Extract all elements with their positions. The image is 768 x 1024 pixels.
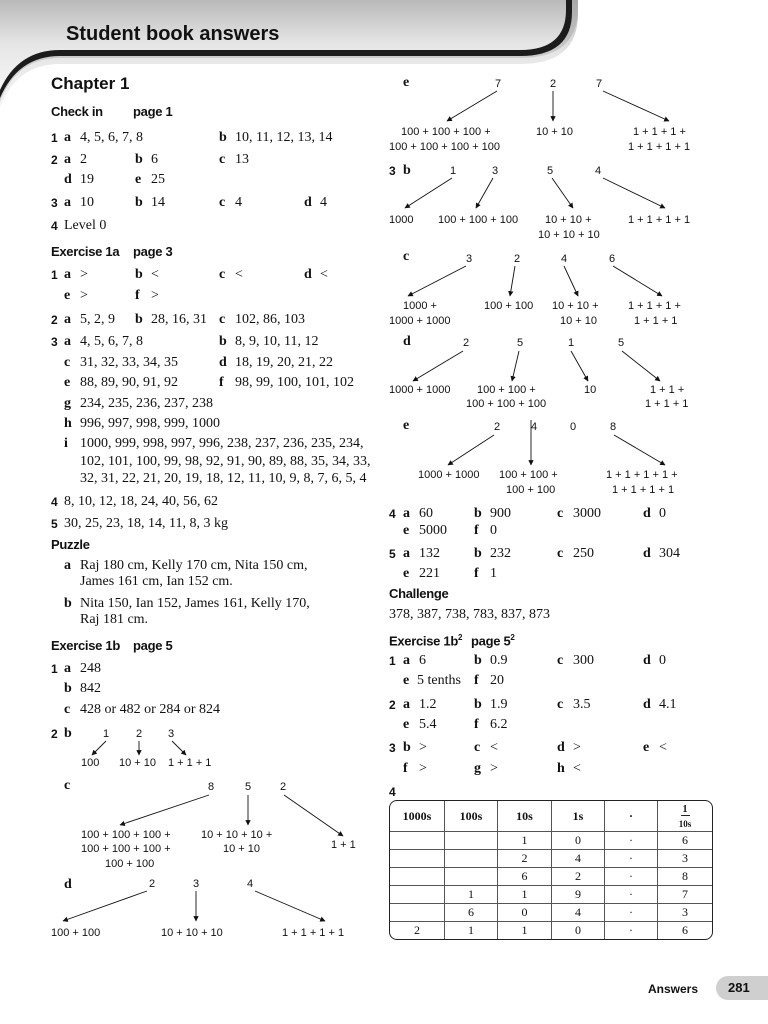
answer-text: 1000, 999, 998, 997, 996, 238, 237, 236, 235, 234, (80, 436, 364, 451)
table-row (390, 832, 712, 850)
expansion: 1 + 1 + 1 + 1 (282, 927, 345, 939)
part-label: e (64, 288, 71, 303)
expansion: 1 + 1 + 1 + 1 (612, 484, 675, 496)
part-label: c (557, 506, 564, 521)
answer-text: 6.2 (490, 717, 508, 732)
table-cell: 2 (552, 868, 605, 886)
digit: 4 (247, 878, 254, 890)
digit: 6 (609, 253, 616, 265)
table-cell (390, 850, 445, 868)
part-label: b (474, 697, 482, 712)
part-label: e (403, 418, 410, 433)
place-value-table (389, 800, 713, 940)
answer-text: 250 (573, 546, 594, 561)
answer-text: 4, 5, 6, 7, 8 (80, 334, 143, 349)
answer-text: 60 (419, 506, 433, 521)
expansion: 10 + 10 (560, 315, 598, 327)
part-label: e (403, 75, 410, 90)
part-label: b (64, 726, 72, 741)
question-number: 1 (51, 268, 58, 282)
table-cell: 4 (552, 904, 605, 922)
answer-text: 28, 16, 31 (151, 312, 207, 327)
expansion: 100 + 100 + (499, 469, 558, 481)
answer-text: > (80, 267, 88, 282)
digit: 2 (463, 337, 470, 349)
part-label: a (403, 697, 410, 712)
table-cell: · (605, 832, 658, 850)
expansion: 100 + 100 (51, 927, 101, 939)
part-label: c (219, 152, 226, 167)
digit: 7 (495, 78, 502, 90)
part-label: c (64, 702, 71, 717)
digit: 2 (494, 421, 501, 433)
digit: 2 (280, 781, 287, 793)
expansion: 100 + 100 + 100 + 100 (389, 141, 501, 153)
answer-text: > (490, 761, 498, 776)
part-label: d (64, 877, 72, 892)
digit: 3 (168, 728, 175, 740)
expansion: 100 + 100 + 100 + (81, 829, 171, 841)
column-header: 1s (552, 801, 605, 832)
digit: 2 (136, 728, 143, 740)
fraction-numerator: 1 (682, 804, 688, 815)
expansion: 1000 (389, 214, 414, 226)
part-label: f (474, 566, 479, 581)
part-label: g (474, 761, 481, 776)
answer-text: < (320, 267, 328, 282)
expansion: 100 + 100 (105, 858, 155, 870)
part-label: c (557, 546, 564, 561)
answer-text: 5000 (419, 523, 447, 538)
digit: 8 (208, 781, 215, 793)
puzzle-heading: Puzzle (51, 537, 90, 552)
expansion: 10 + 10 + 10 (538, 229, 600, 241)
table-row (390, 922, 712, 939)
part-label: c (557, 653, 564, 668)
column-header: 100s (445, 801, 498, 832)
digit: 1 (568, 337, 575, 349)
digit: 4 (531, 421, 538, 433)
answer-text: 0 (490, 523, 497, 538)
part-label: a (64, 195, 71, 210)
answer-text: 4 (235, 195, 242, 210)
question-number: 3 (51, 196, 58, 210)
part-label: e (403, 673, 410, 688)
table-cell: 6 (658, 832, 712, 850)
part-label: e (403, 717, 410, 732)
part-label: c (64, 355, 71, 370)
page-header-title: Student book answers (66, 23, 280, 45)
answer-text: 4, 5, 6, 7, 8 (80, 130, 143, 145)
exercise-heading: Exercise $1b^2$ (389, 633, 463, 649)
expansion: 1 + 1 + 1 + 1 (628, 141, 691, 153)
table-cell (390, 832, 445, 850)
answer-text: 132 (419, 546, 440, 561)
answer-text: 13 (235, 152, 249, 167)
check-in-heading: Check in (51, 104, 103, 119)
digit: 3 (193, 878, 200, 890)
answer-text: 98, 99, 100, 101, 102 (235, 375, 354, 390)
part-label: d (643, 653, 651, 668)
expansion: 10 + 10 + 10 (161, 927, 223, 939)
table-cell (445, 832, 498, 850)
table-cell: 3 (658, 904, 712, 922)
part-label: d (403, 334, 411, 349)
answer-text: 3.5 (573, 697, 591, 712)
answer-text: < (151, 267, 159, 282)
answer-text: 10 (80, 195, 94, 210)
part-label: b (135, 152, 143, 167)
expansion: 100 + 100 + 100 (438, 214, 519, 226)
page-number: 281 (716, 976, 768, 1000)
answer-text: 304 (659, 546, 680, 561)
answer-text: < (573, 761, 581, 776)
answer-text: 4.1 (659, 697, 677, 712)
digit: 4 (561, 253, 568, 265)
answer-text: 2 (80, 152, 87, 167)
answer-text: 31, 32, 33, 34, 35 (80, 355, 178, 370)
challenge-heading: Challenge (389, 586, 449, 601)
answer-text: Nita 150, Ian 152, James 161, Kelly 170, (80, 596, 310, 611)
part-label: a (64, 267, 71, 282)
expansion: 100 + 100 + (477, 384, 536, 396)
part-label: c (64, 778, 71, 793)
column-header: 10s (498, 801, 552, 832)
part-label: f (474, 523, 479, 538)
part-label: e (135, 172, 142, 187)
part-label: a (64, 334, 71, 349)
answer-text: 1.2 (419, 697, 437, 712)
part-label: b (64, 681, 72, 696)
answer-text: 300 (573, 653, 594, 668)
expansion: 1 + 1 + (650, 384, 685, 396)
answer-text: James 161 cm, Ian 152 cm. (80, 574, 233, 589)
table-cell: · (605, 904, 658, 922)
answer-text: 18, 19, 20, 21, 22 (235, 355, 333, 370)
expansion: 10 + 10 (223, 843, 261, 855)
answer-text: > (573, 740, 581, 755)
part-label: c (474, 740, 481, 755)
answer-text: 20 (490, 673, 504, 688)
expansion: 1 + 1 + 1 (634, 315, 678, 327)
question-number: 4 (51, 495, 58, 509)
part-label: e (403, 523, 410, 538)
part-label: d (304, 195, 312, 210)
table-cell: · (605, 850, 658, 868)
digit: 8 (610, 421, 617, 433)
part-label: b (64, 596, 72, 611)
expansion: 1000 + 1000 (389, 315, 451, 327)
part-label: f (219, 375, 224, 390)
chapter-title: Chapter 1 (51, 74, 130, 93)
digit: 5 (245, 781, 252, 793)
expansion: 1 + 1 (331, 839, 356, 851)
part-label: d (64, 172, 72, 187)
column-header: 1000s (390, 801, 445, 832)
question-number: 2 (389, 698, 396, 712)
question-number: 2 (51, 313, 58, 327)
answer-text: 234, 235, 236, 237, 238 (80, 396, 213, 411)
question-number: 2 (51, 727, 58, 741)
part-label: c (219, 312, 226, 327)
table-cell: 7 (658, 886, 712, 904)
answer-text: Level 0 (64, 218, 107, 233)
question-number: 3 (51, 335, 58, 349)
answer-text: 6 (151, 152, 158, 167)
question-number: 2 (51, 153, 58, 167)
question-number: 1 (51, 662, 58, 676)
digit: 1 (450, 165, 457, 177)
table-row (390, 904, 712, 922)
expansion: 10 + 10 + 10 + (201, 829, 273, 841)
part-label: b (474, 506, 482, 521)
part-label: b (474, 546, 482, 561)
answer-text: > (419, 761, 427, 776)
digit: 3 (492, 165, 499, 177)
table-cell: 1 (498, 832, 552, 850)
table-cell (390, 868, 445, 886)
expansion: 100 + 100 (484, 300, 534, 312)
part-label: h (64, 416, 72, 431)
question-number: 4 (389, 507, 396, 521)
part-label: c (557, 697, 564, 712)
answer-text: 842 (80, 681, 101, 696)
answer-text: Raj 180 cm, Kelly 170 cm, Nita 150 cm, (80, 558, 308, 573)
table-cell (390, 886, 445, 904)
answer-text: 8, 10, 12, 18, 24, 40, 56, 62 (64, 494, 218, 509)
table-cell: 1 (498, 886, 552, 904)
answer-text: 900 (490, 506, 511, 521)
answer-text: > (80, 288, 88, 303)
part-label: a (64, 558, 71, 573)
part-label: b (135, 195, 143, 210)
part-label: a (403, 653, 410, 668)
part-label: a (64, 312, 71, 327)
part-label: c (219, 267, 226, 282)
part-label: d (643, 697, 651, 712)
table-cell: 4 (552, 850, 605, 868)
part-label: a (403, 546, 410, 561)
answer-text: 1 (490, 566, 497, 581)
table-row (390, 850, 712, 868)
part-label: i (64, 436, 68, 451)
digit: 2 (149, 878, 156, 890)
digit: 2 (514, 253, 521, 265)
answer-text: 232 (490, 546, 511, 561)
answer-text: > (419, 740, 427, 755)
part-label: d (219, 355, 227, 370)
expansion: 100 + 100 (506, 484, 556, 496)
question-number: 1 (389, 654, 396, 668)
part-label: b (135, 267, 143, 282)
table-cell: 3 (658, 850, 712, 868)
answer-text: 1.9 (490, 697, 508, 712)
table-cell: 1 (445, 886, 498, 904)
table-cell (390, 904, 445, 922)
challenge-answer: 378, 387, 738, 783, 837, 873 (389, 607, 550, 622)
column-header: · (605, 801, 658, 832)
answer-text: 3000 (573, 506, 601, 521)
table-row (390, 886, 712, 904)
check-in-page: page 1 (133, 104, 173, 119)
expansion: 1000 + 1000 (389, 384, 451, 396)
expansion: 10 + 10 + (552, 300, 599, 312)
part-label: f (135, 288, 140, 303)
part-label: e (64, 375, 71, 390)
answer-text: 88, 89, 90, 91, 92 (80, 375, 178, 390)
part-label: d (643, 506, 651, 521)
expansion: 1 + 1 + 1 + (633, 126, 686, 138)
digit: 2 (550, 78, 557, 90)
table-cell: · (605, 868, 658, 886)
answer-text: 25 (151, 172, 165, 187)
exercise-heading: Exercise 1a (51, 244, 120, 259)
part-label: h (557, 761, 565, 776)
answer-text: > (151, 288, 159, 303)
table-cell: 1 (498, 922, 552, 939)
place-value-table-wrap (389, 800, 713, 940)
answer-text: 30, 25, 23, 18, 14, 11, 8, 3 kg (64, 516, 228, 531)
answer-text: 10, 11, 12, 13, 14 (235, 130, 333, 145)
table-cell: 1 (445, 922, 498, 939)
digit: 4 (595, 165, 602, 177)
part-label: f (474, 717, 479, 732)
expansion: 1 + 1 + 1 (645, 398, 689, 410)
expansion: 100 (81, 757, 100, 769)
expansion: 10 + 10 + (545, 214, 592, 226)
part-label: b (474, 653, 482, 668)
question-number: 5 (389, 547, 396, 561)
part-label: c (403, 249, 410, 264)
digit: 5 (517, 337, 524, 349)
question-number: 5 (51, 517, 58, 531)
answer-text: 102, 86, 103 (235, 312, 305, 327)
table-cell: 6 (498, 868, 552, 886)
digit: 5 (547, 165, 554, 177)
answer-text: 32, 31, 22, 21, 20, 19, 18, 12, 11, 10, 9, 8, 7, 6, 5, 4 (80, 471, 367, 486)
answer-text: < (490, 740, 498, 755)
table-cell: · (605, 886, 658, 904)
answer-text: 428 or 482 or 284 or 824 (80, 702, 220, 717)
table-row (390, 868, 712, 886)
expansion: 1 + 1 + 1 + 1 + (606, 469, 678, 481)
exercise-heading: Exercise 1b (51, 638, 120, 653)
table-cell: 0 (498, 904, 552, 922)
part-label: f (474, 673, 479, 688)
part-label: e (643, 740, 650, 755)
answer-text: 0 (659, 653, 666, 668)
answer-text: 996, 997, 998, 999, 1000 (80, 416, 220, 431)
answer-text: 0.9 (490, 653, 508, 668)
footer-label: Answers (648, 982, 699, 996)
table-cell: 9 (552, 886, 605, 904)
table-cell: 0 (552, 832, 605, 850)
exercise-page: page $5^2$ (471, 633, 515, 649)
part-label: a (64, 661, 71, 676)
table-cell: 8 (658, 868, 712, 886)
answer-text: Raj 181 cm. (80, 612, 149, 627)
exercise-page: page 5 (133, 638, 173, 653)
expansion: 100 + 100 + 100 + (81, 843, 171, 855)
part-label: d (643, 546, 651, 561)
digit: 7 (596, 78, 603, 90)
expansion: 100 + 100 + 100 (466, 398, 547, 410)
table-cell: 0 (552, 922, 605, 939)
answer-text: 5 tenths (417, 673, 461, 688)
table-header-row (390, 801, 712, 832)
answer-text: < (235, 267, 243, 282)
table-cell (445, 868, 498, 886)
exercise-page: page 3 (133, 244, 173, 259)
part-label: f (403, 761, 408, 776)
answer-text: 221 (419, 566, 440, 581)
answer-text: 19 (80, 172, 94, 187)
part-label: g (64, 396, 71, 411)
question-number: 4 (389, 785, 396, 799)
part-label: a (64, 152, 71, 167)
part-label: b (219, 334, 227, 349)
part-label: b (403, 163, 411, 178)
answer-text: 5, 2, 9 (80, 312, 115, 327)
fraction-denominator: 10s (678, 819, 692, 829)
part-label: b (135, 312, 143, 327)
expansion: 1000 + (403, 300, 437, 312)
digit: 3 (466, 253, 473, 265)
question-number: 1 (51, 131, 58, 145)
answer-text: 5.4 (419, 717, 437, 732)
part-label: a (64, 130, 71, 145)
answer-text: 102, 101, 100, 99, 98, 92, 91, 90, 89, 88, 35, 34, 33, (80, 454, 371, 469)
answer-text: 0 (659, 506, 666, 521)
part-label: c (219, 195, 226, 210)
part-label: b (403, 740, 411, 755)
expansion: 1 + 1 + 1 + (628, 300, 681, 312)
part-label: e (403, 566, 410, 581)
digit: 1 (103, 728, 110, 740)
expansion: 10 + 10 (536, 126, 574, 138)
expansion: 1 + 1 + 1 (168, 757, 212, 769)
part-label: a (403, 506, 410, 521)
digit: 5 (618, 337, 625, 349)
answer-text: 14 (151, 195, 165, 210)
table-cell: 6 (445, 904, 498, 922)
expansion: 1000 + 1000 (418, 469, 480, 481)
table-cell: 6 (682, 923, 688, 937)
answer-text: 4 (320, 195, 327, 210)
table-cell: 2 (390, 922, 445, 939)
table-cell (445, 850, 498, 868)
part-label: d (304, 267, 312, 282)
digit: 0 (570, 421, 577, 433)
column-header-fraction (658, 801, 712, 832)
answer-text: 248 (80, 661, 101, 676)
question-number: 3 (389, 164, 396, 178)
expansion: 100 + 100 + 100 + (401, 126, 491, 138)
expansion: 10 (584, 384, 597, 396)
part-label: d (557, 740, 565, 755)
expansion: 1 + 1 + 1 + 1 (628, 214, 691, 226)
expansion: 10 + 10 (119, 757, 157, 769)
question-number: 4 (51, 219, 58, 233)
answer-text: 6 (419, 653, 426, 668)
answer-text: < (659, 740, 667, 755)
part-label: b (219, 130, 227, 145)
answer-text: 8, 9, 10, 11, 12 (235, 334, 319, 349)
table-cell: · (605, 922, 658, 939)
table-cell: 2 (498, 850, 552, 868)
question-number: 3 (389, 741, 396, 755)
